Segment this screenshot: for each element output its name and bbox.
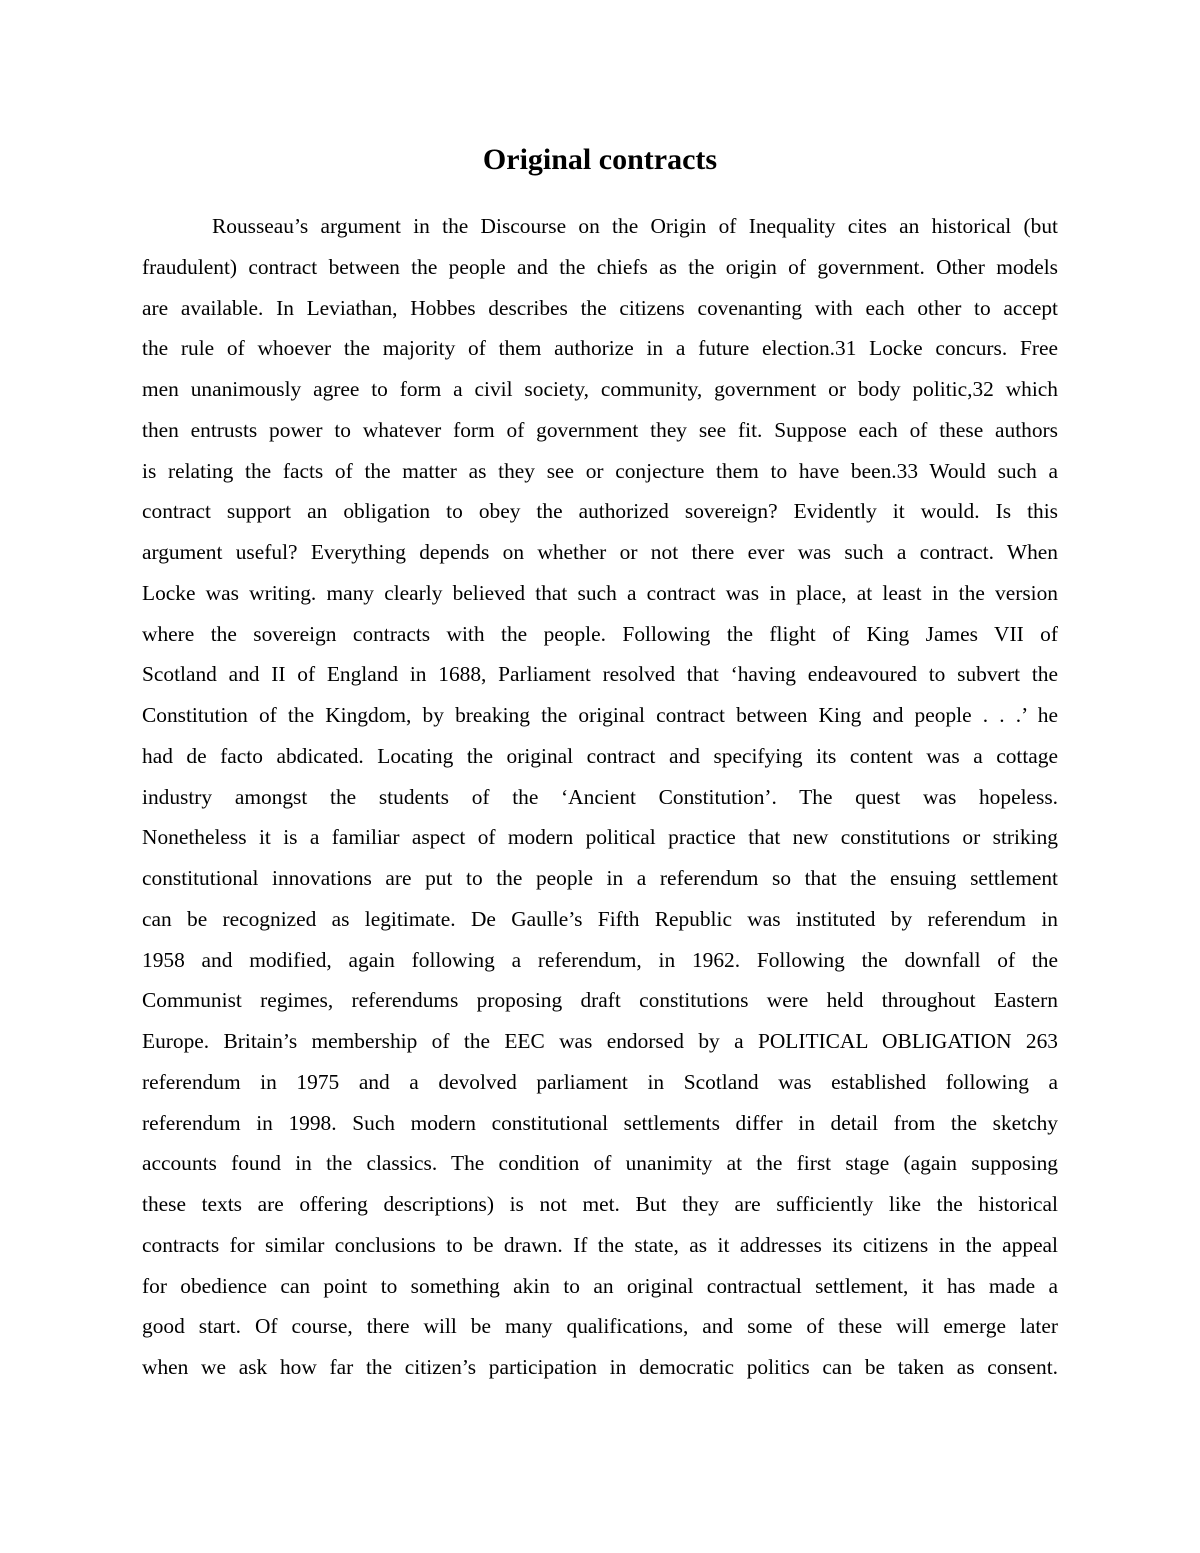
text-line: Nonetheless it is a familiar aspect of modern political practice that new constitutions or striking [142,825,1058,850]
text-line: industry amongst the students of the ‘Ancient Constitution’. The quest was hopeless. [142,784,1058,809]
text-line: contracts for similar conclusions to be drawn. If the state, as it addresses its citizens in the appeal [142,1232,1058,1257]
text-line: are available. In Leviathan, Hobbes describes the citizens covenanting with each other to accept [142,295,1058,320]
text-line: constitutional innovations are put to the people in a referendum so that the ensuing settlement [142,866,1058,890]
text-line: then entrusts power to whatever form of government they see fit. Suppose each of these authors [142,417,1058,442]
text-line: good start. Of course, there will be many qualifications, and some of these will emerge later [142,1314,1058,1339]
text-line: Locke was writing. many clearly believed that such a contract was in place, at least in the version [142,580,1058,605]
text-line: Scotland and II of England in 1688, Parliament resolved that ‘having endeavoured to subvert the [142,662,1058,687]
text-line: argument useful? Everything depends on whether or not there ever was such a contract. When [142,540,1058,564]
text-line: contract support an obligation to obey the authorized sovereign? Evidently it would. Is this [142,499,1058,524]
text-line: accounts found in the classics. The condition of unanimity at the first stage (again supposing [142,1151,1058,1176]
text-line: Communist regimes, referendums proposing draft constitutions were held throughout Eastern [142,988,1058,1013]
text-line: these texts are offering descriptions) is not met. But they are sufficiently like the historical [142,1192,1058,1216]
text-line: Constitution of the Kingdom, by breaking the original contract between King and people . . .’ he [142,703,1058,727]
text-line: referendum in 1975 and a devolved parliament in Scotland was established following a [142,1069,1058,1094]
text-line: fraudulent) contract between the people and the chiefs as the origin of government. Other models [142,254,1058,279]
text-line: the rule of whoever the majority of them authorize in a future election.31 Locke concurs. Free [142,336,1058,361]
page-title: Original contracts [482,143,718,176]
text-line: where the sovereign contracts with the people. Following the flight of King James VII of [142,621,1058,646]
text-line: 1958 and modified, again following a referendum, in 1962. Following the downfall of the [142,947,1058,972]
text-line: had de facto abdicated. Locating the original contract and specifying its content was a cottage [142,743,1058,768]
text-line: is relating the facts of the matter as they see or conjecture them to have been.33 Would such a [142,458,1058,483]
text-line: Rousseau’s argument in the Discourse on the Origin of Inequality cites an historical (but [212,214,1058,238]
body-paragraph [142,206,1058,1388]
text-line: referendum in 1998. Such modern constitutional settlements differ in detail from the sketchy [142,1110,1058,1135]
text-line: can be recognized as legitimate. De Gaulle’s Fifth Republic was instituted by referendum in [142,906,1058,931]
text-line: when we ask how far the citizen’s participation in democratic politics can be taken as consent. [142,1355,1058,1379]
text-line: men unanimously agree to form a civil society, community, government or body politic,32 which [142,377,1058,401]
text-line: for obedience can point to something akin to an original contractual settlement, it has made a [142,1273,1058,1298]
text-line: Europe. Britain’s membership of the EEC was endorsed by a POLITICAL OBLIGATION 263 [142,1029,1058,1053]
